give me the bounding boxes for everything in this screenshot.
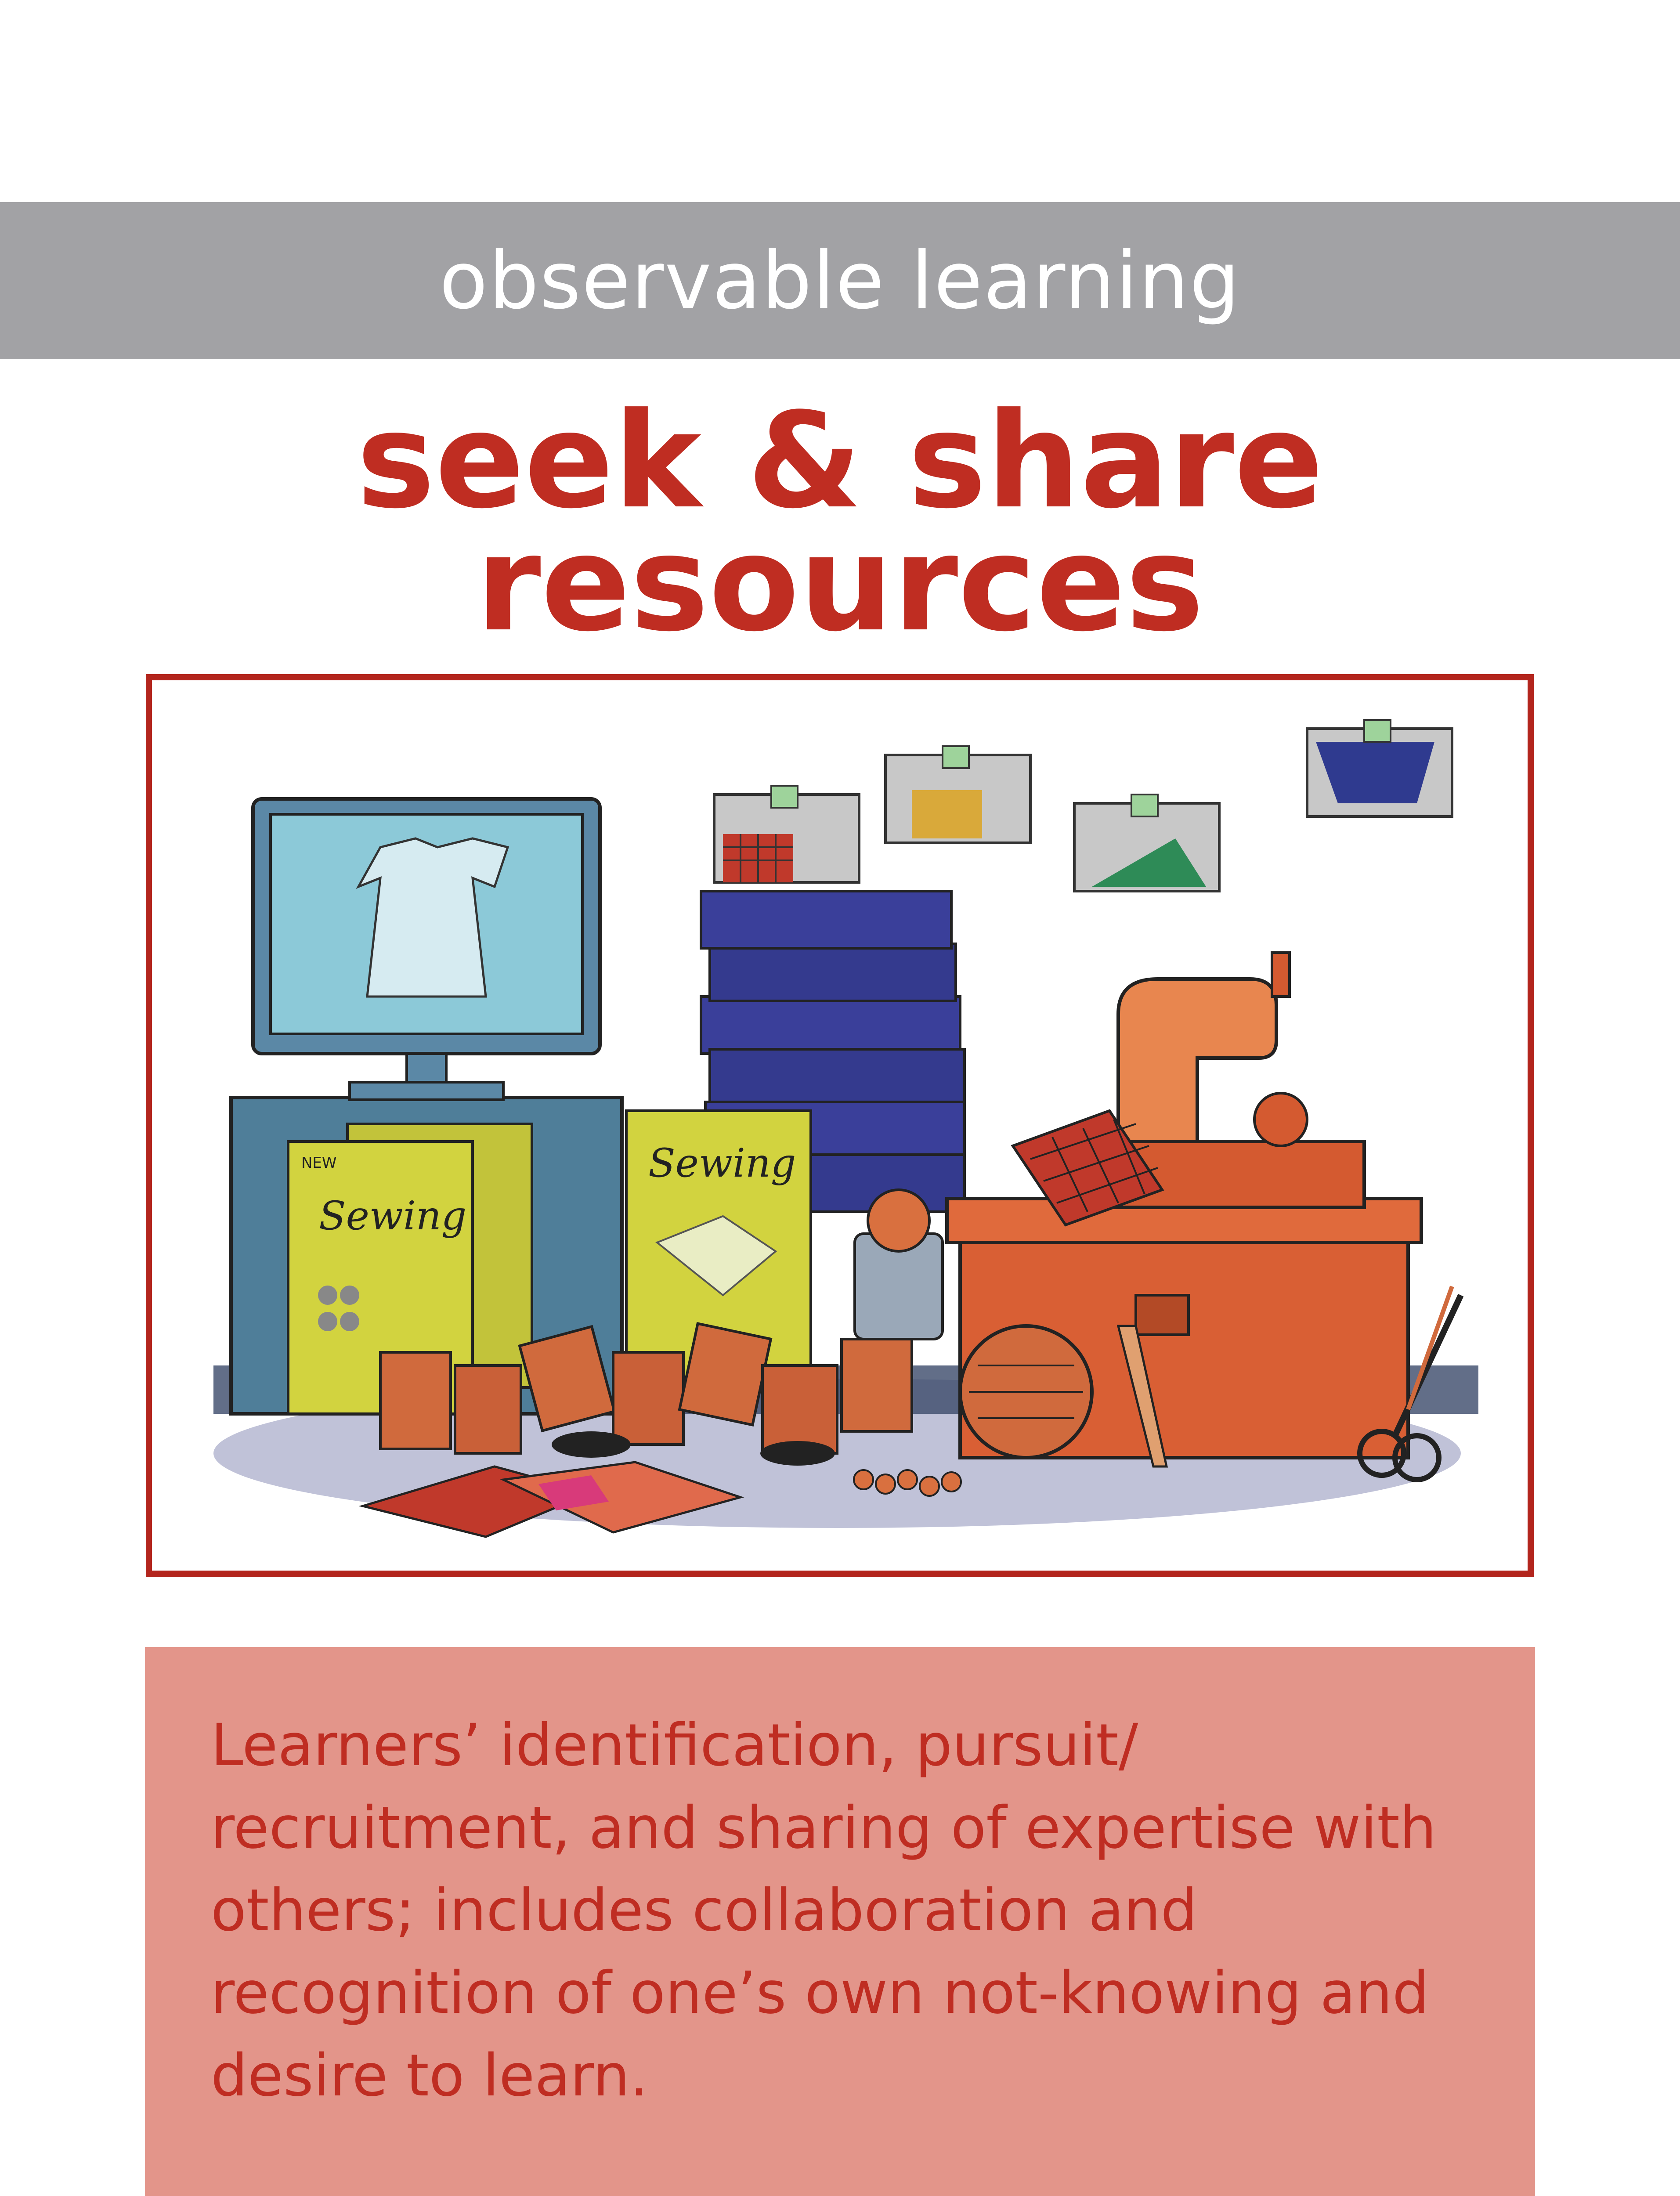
sewing-machine	[1013, 953, 1364, 1225]
sewing-resources-illustration	[146, 674, 1534, 1577]
page-title	[0, 384, 1680, 661]
swatch-frame-2	[885, 746, 1030, 843]
pin-jar	[855, 1190, 943, 1339]
illustration-drawing	[152, 680, 1528, 1571]
book-label-left: Sewing	[319, 1193, 467, 1239]
title-line-2: resources	[476, 507, 1204, 661]
description-text: Learners’ identification, pursuit/ recruitment, and sharing of expertise with others; includes collaboration and recognition of one’s own not-knowing and desire to learn.	[211, 1712, 1437, 2109]
header-band-text: observable learning	[439, 235, 1241, 327]
book-label-right: Sewing	[648, 1140, 796, 1186]
embroidery-hoop	[960, 1326, 1092, 1458]
header-band	[0, 202, 1680, 359]
title-line-1: seek & share	[356, 384, 1324, 538]
swatch-frame-4	[1307, 720, 1452, 816]
swatch-frame-3	[1074, 795, 1219, 891]
description-box	[145, 1647, 1535, 2196]
book-badge-text: NEW	[301, 1154, 337, 1172]
swatch-frame-1	[714, 786, 859, 882]
